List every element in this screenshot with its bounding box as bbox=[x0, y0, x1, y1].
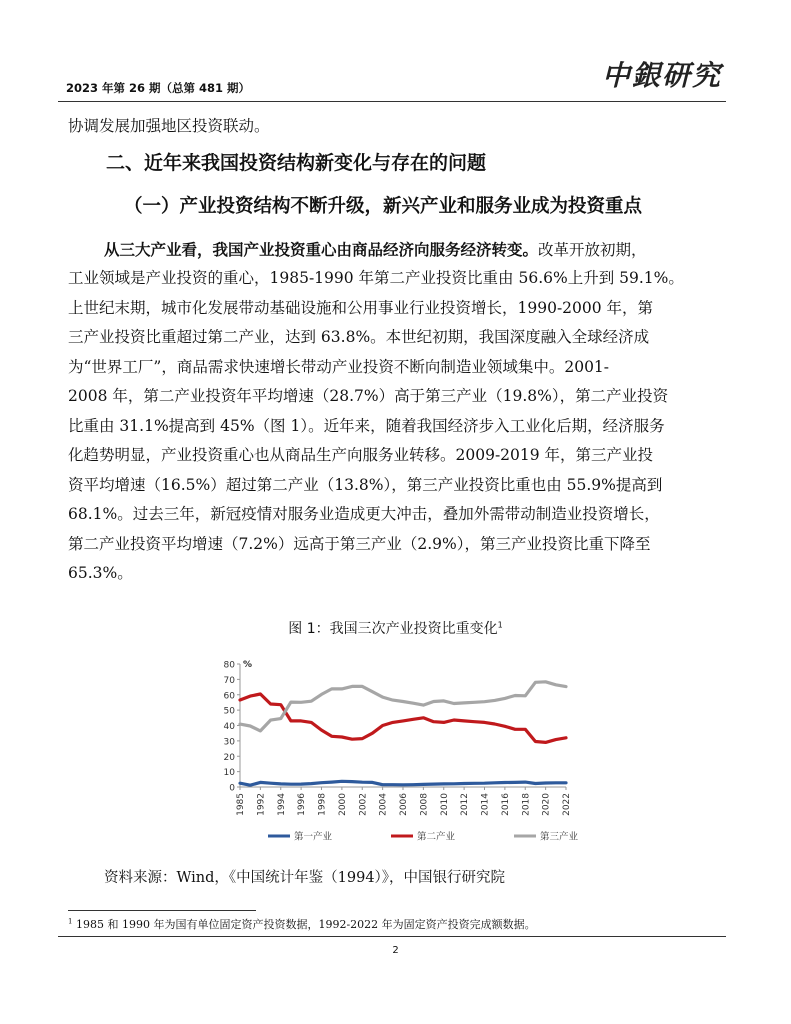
subsection-heading: （一）产业投资结构不断升级，新兴产业和服务业成为投资重点 bbox=[124, 196, 643, 217]
x-tick-label: 2004 bbox=[378, 793, 389, 816]
paragraph-line-4: 三产业投资比重超过第二产业，达到 63.8%。本世纪初期，我国深度融入全球经济成 bbox=[68, 328, 650, 346]
series-line-3 bbox=[240, 682, 566, 731]
x-tick-label: 1994 bbox=[276, 793, 287, 816]
paragraph-line-3: 上世纪末期，城市化发展带动基础设施和公用事业行业投资增长，1990-2000 年，第 bbox=[68, 299, 654, 317]
y-tick-label: 40 bbox=[223, 722, 235, 732]
y-tick-label: 80 bbox=[223, 660, 235, 671]
footer-rule bbox=[58, 936, 726, 937]
series-line-1 bbox=[240, 781, 566, 785]
y-axis-unit-label: % bbox=[243, 660, 253, 670]
page-header bbox=[58, 59, 726, 98]
y-tick-label: 10 bbox=[223, 768, 235, 779]
x-tick-label: 1998 bbox=[317, 793, 328, 816]
section-heading: 二、近年来我国投资结构新变化与存在的问题 bbox=[106, 152, 487, 174]
y-tick-label: 50 bbox=[223, 706, 235, 717]
x-tick-label: 1985 bbox=[236, 793, 246, 816]
paragraph-line-7: 比重由 31.1%提高到 45%（图 1）。近年来，随着我国经济步入工业化后期，经济服务 bbox=[68, 417, 665, 435]
footnote bbox=[68, 916, 536, 932]
chart-axes bbox=[224, 660, 572, 816]
x-tick-label: 2010 bbox=[439, 793, 450, 816]
x-tick-label: 1992 bbox=[256, 793, 267, 816]
footnote-rule bbox=[68, 910, 256, 911]
x-tick-label: 2022 bbox=[562, 793, 572, 816]
header-rule bbox=[58, 101, 726, 102]
x-tick-label: 2018 bbox=[521, 793, 532, 816]
y-tick-label: 20 bbox=[223, 752, 235, 763]
legend-label-1: 第一产业 bbox=[294, 831, 333, 843]
footnote-marker: 1 bbox=[68, 917, 73, 926]
y-tick-label: 70 bbox=[223, 675, 235, 686]
figure-title: 图 1：我国三次产业投资比重变化$^1$ bbox=[288, 620, 503, 637]
chart-series bbox=[240, 682, 566, 785]
paragraph-line-11: 第二产业投资平均增速（7.2%）远高于第三产业（2.9%），第三产业投资比重下降至 bbox=[68, 535, 651, 553]
paragraph-line-12: 65.3%。 bbox=[68, 564, 133, 582]
investment-share-chart bbox=[0, 652, 791, 852]
x-tick-label: 2014 bbox=[480, 793, 491, 816]
source-note: 资料来源：Wind，《中国统计年鉴（1994）》，中国银行研究院 bbox=[104, 870, 506, 886]
boc-research-logo: 中銀研究 bbox=[601, 59, 722, 92]
x-tick-label: 2006 bbox=[399, 793, 409, 816]
paragraph-line-9: 资平均增速（16.5%）超过第二产业（13.8%），第三产业投资比重也由 55.9%提高到 bbox=[68, 476, 663, 494]
chart-legend bbox=[268, 831, 579, 843]
y-tick-label: 30 bbox=[223, 737, 235, 748]
footnote-text: 1985 和 1990 年为国有单位固定资产投资数据，1992-2022 年为固定资产投资完成额数据。 bbox=[75, 918, 536, 931]
legend-label-3: 第三产业 bbox=[540, 831, 579, 843]
paragraph-line-10: 68.1%。过去三年，新冠疫情对服务业造成更大冲击，叠加外需带动制造业投资增长， bbox=[68, 505, 660, 523]
legend-label-2: 第二产业 bbox=[417, 831, 456, 843]
y-tick-label: 0 bbox=[229, 783, 235, 794]
paragraph-line-8: 化趋势明显，产业投资重心也从商品生产向服务业转移。2009-2019 年，第三产业投 bbox=[68, 446, 654, 464]
x-tick-label: 2000 bbox=[337, 793, 348, 816]
y-tick-label: 60 bbox=[223, 691, 235, 702]
paragraph-line-2: 工业领域是产业投资的重心，1985-1990 年第二产业投资比重由 56.6%上升到 59.1%。 bbox=[68, 269, 684, 287]
x-tick-label: 2002 bbox=[358, 793, 369, 816]
issue-label: 2023 年第 26 期（总第 481 期） bbox=[66, 81, 251, 95]
intro-line: 协调发展加强地区投资联动。 bbox=[68, 117, 270, 135]
figure-footnote-marker: 1 bbox=[497, 620, 503, 630]
page-number: 2 bbox=[392, 945, 399, 956]
x-tick-label: 2016 bbox=[500, 793, 511, 816]
x-tick-label: 1996 bbox=[297, 793, 308, 816]
x-tick-label: 2012 bbox=[460, 793, 471, 816]
paragraph-lead: 从三大产业看，我国产业投资重心由商品经济向服务经济转变。 bbox=[104, 240, 539, 259]
paragraph-line-5: 为“世界工厂”，商品需求快速增长带动产业投资不断向制造业领域集中。2001- bbox=[68, 358, 610, 376]
x-tick-label: 2020 bbox=[541, 793, 552, 816]
paragraph-line-1: 从三大产业看，我国产业投资重心由商品经济向服务经济转变。改革开放初期， bbox=[104, 240, 647, 259]
paragraph-line-6: 2008 年，第二产业投资年平均增速（28.7%）高于第三产业（19.8%），第二产业投资 bbox=[68, 387, 669, 405]
x-tick-label: 2008 bbox=[419, 793, 430, 816]
